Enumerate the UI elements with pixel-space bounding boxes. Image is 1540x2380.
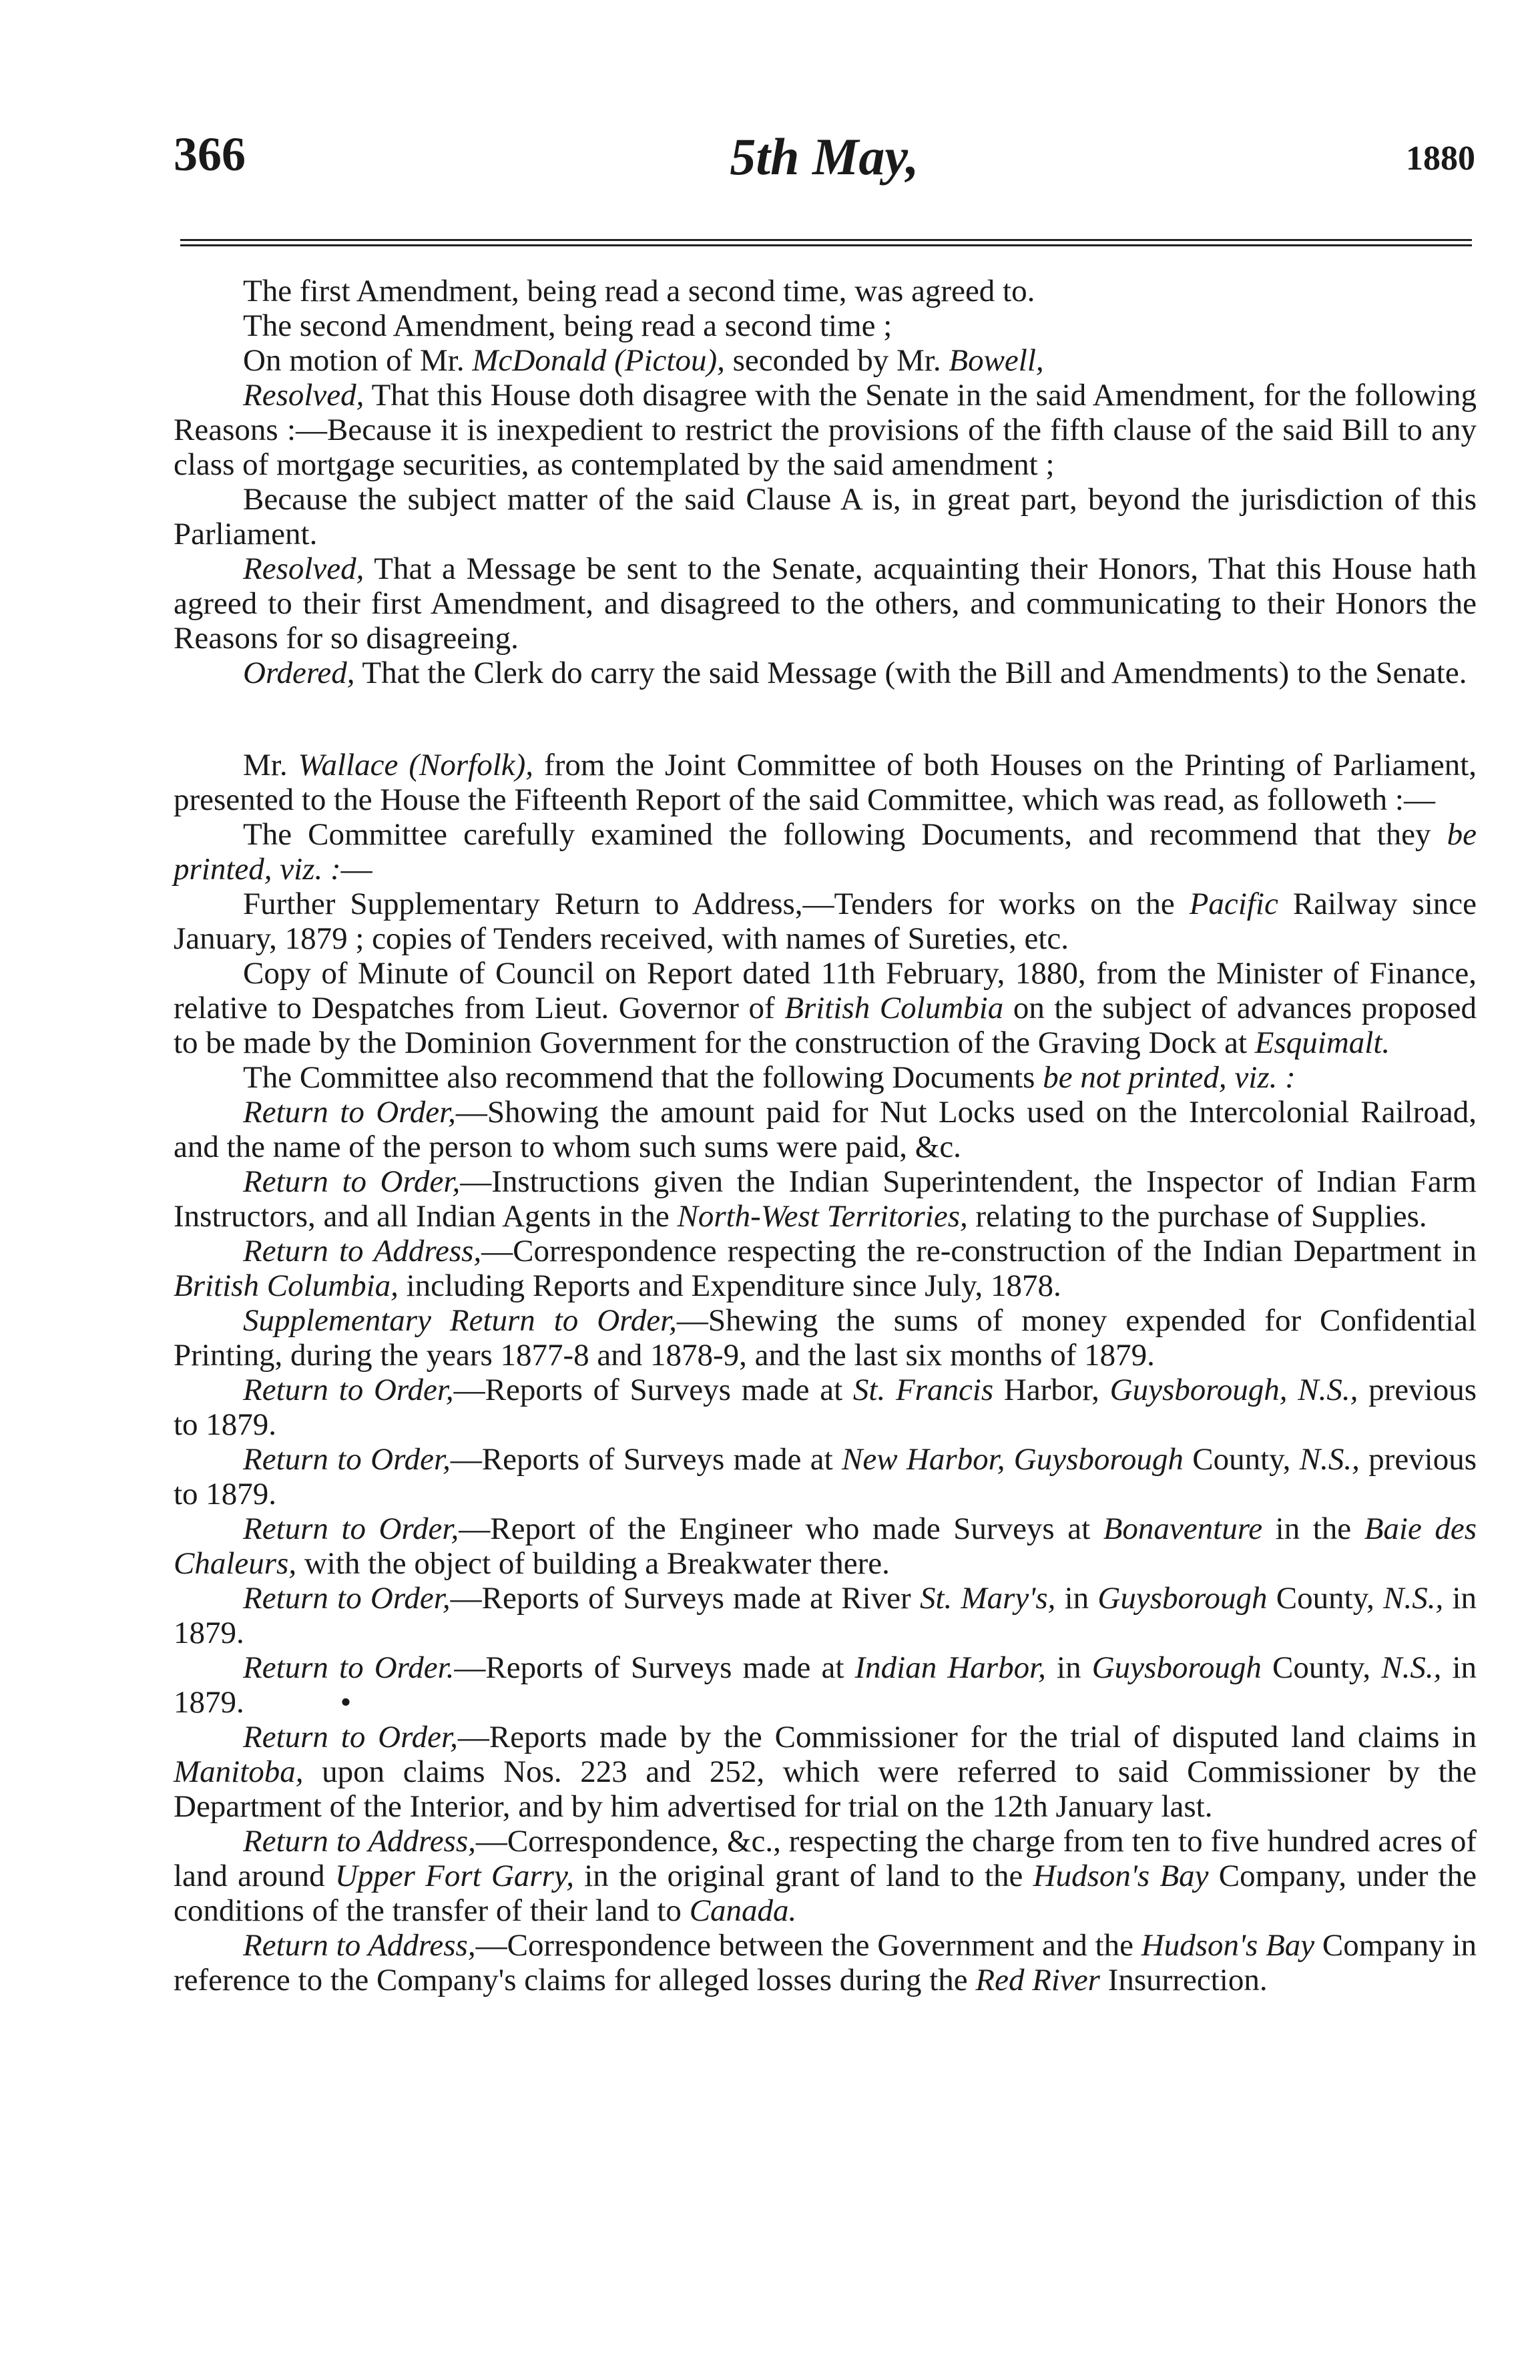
order-paragraph: Ordered, That the Clerk do carry the said Message (with the Bill and Amendments) to the Senate. [243,656,1467,690]
resolution-paragraph: Resolved, That a Message be sent to the Senate, acquainting their Honors, That this House hath agreed to their first Amendment, and disagreed to the others, and communicating to their Honors the Reasons for so disagreeing. [174,551,1477,656]
resolution-paragraph: Resolved, That this House doth disagree with the Senate in the said Amendment, for the following Reasons :—Because it is inexpedient to restrict the provisions of the fifth clause of the said Bill to any class of mortgage securities, as contemplated by the said amendment ; [174,378,1477,482]
document-item: Copy of Minute of Council on Report dated 11th February, 1880, from the Minister of Finance, relative to Despatches from Lieut. Governor of British Columbia on the subject of advances proposed to be made by the Dominion Government for the construction of the Graving Dock at Esquimalt. [174,956,1477,1060]
return-item: Return to Address,—Correspondence between the Government and the Hudson's Bay Company in reference to the Company's claims for alleged losses during the Red River Insurrection. [174,1928,1477,1997]
report-intro: Mr. Wallace (Norfolk), from the Joint Committee of both Houses on the Printing of Parliament, presented to the House the Fifteenth Report of the said Committee, which was read, as followeth :— [174,748,1477,817]
return-item: Return to Address,—Correspondence, &c., respecting the charge from ten to five hundred acres of land around Upper Fort Garry, in the original grant of land to the Hudson's Bay Company, under the conditions of the transfer of their land to Canada. [174,1824,1477,1928]
return-item: Return to Order,—Reports of Surveys made at River St. Mary's, in Guysborough County, N.S., in 1879. [174,1581,1477,1650]
return-item: Return to Order,—Reports of Surveys made at New Harbor, Guysborough County, N.S., previous to 1879. [174,1442,1477,1511]
paragraph: The first Amendment, being read a second time, was agreed to. [243,274,1035,308]
paragraph: The second Amendment, being read a second time ; [243,308,892,343]
paragraph: The Committee also recommend that the following Documents be not printed, viz. : [243,1060,1296,1095]
return-item: Return to Order.—Reports of Surveys made at Indian Harbor, in Guysborough County, N.S., in 1879. • [174,1650,1477,1720]
header-rule-bottom [180,244,1472,246]
paragraph: The Committee carefully examined the following Documents, and recommend that they be printed, viz. :— [174,817,1477,887]
return-item: Return to Address,—Correspondence respecting the re-construction of the Indian Department in British Columbia, including Reports and Expenditure since July, 1878. [174,1234,1477,1303]
page-number: 366 [174,128,246,181]
return-item: Return to Order,—Report of the Engineer who made Surveys at Bonaventure in the Baie des Chaleurs, with the object of building a Breakwater there. [174,1511,1477,1581]
return-item: Return to Order,—Showing the amount paid for Nut Locks used on the Intercolonial Railroad, and the name of the person to whom such sums were paid, &c. [174,1095,1477,1164]
stray-dot-mark: • [340,1685,352,1720]
page-date-title: 5th May, [730,128,919,186]
return-item: Supplementary Return to Order,—Shewing the sums of money expended for Confidential Printing, during the years 1877-8 and 1878-9, and the last six months of 1879. [174,1303,1477,1373]
document-item: Further Supplementary Return to Address,—Tenders for works on the Pacific Railway since January, 1879 ; copies of Tenders received, with names of Sureties, etc. [174,887,1477,956]
paragraph: Because the subject matter of the said Clause A is, in great part, beyond the jurisdiction of this Parliament. [174,482,1477,551]
section-gap [174,690,1477,748]
page-header [174,127,1475,200]
return-item: Return to Order,—Reports made by the Commissioner for the trial of disputed land claims in Manitoba, upon claims Nos. 223 and 252, which were referred to said Commissioner by the Department of the Interior, and by him advertised for trial on the 12th January last. [174,1720,1477,1824]
document-body [174,274,1477,1997]
header-rule-top [180,239,1472,241]
return-item: Return to Order,—Instructions given the Indian Superintendent, the Inspector of Indian Farm Instructors, and all Indian Agents in the North-West Territories, relating to the purchase of Supplies. [174,1164,1477,1234]
return-item: Return to Order,—Reports of Surveys made at St. Francis Harbor, Guysborough, N.S., previous to 1879. [174,1373,1477,1442]
page-year: 1880 [1406,140,1475,178]
paragraph: On motion of Mr. McDonald (Pictou), seconded by Mr. Bowell, [243,343,1044,378]
